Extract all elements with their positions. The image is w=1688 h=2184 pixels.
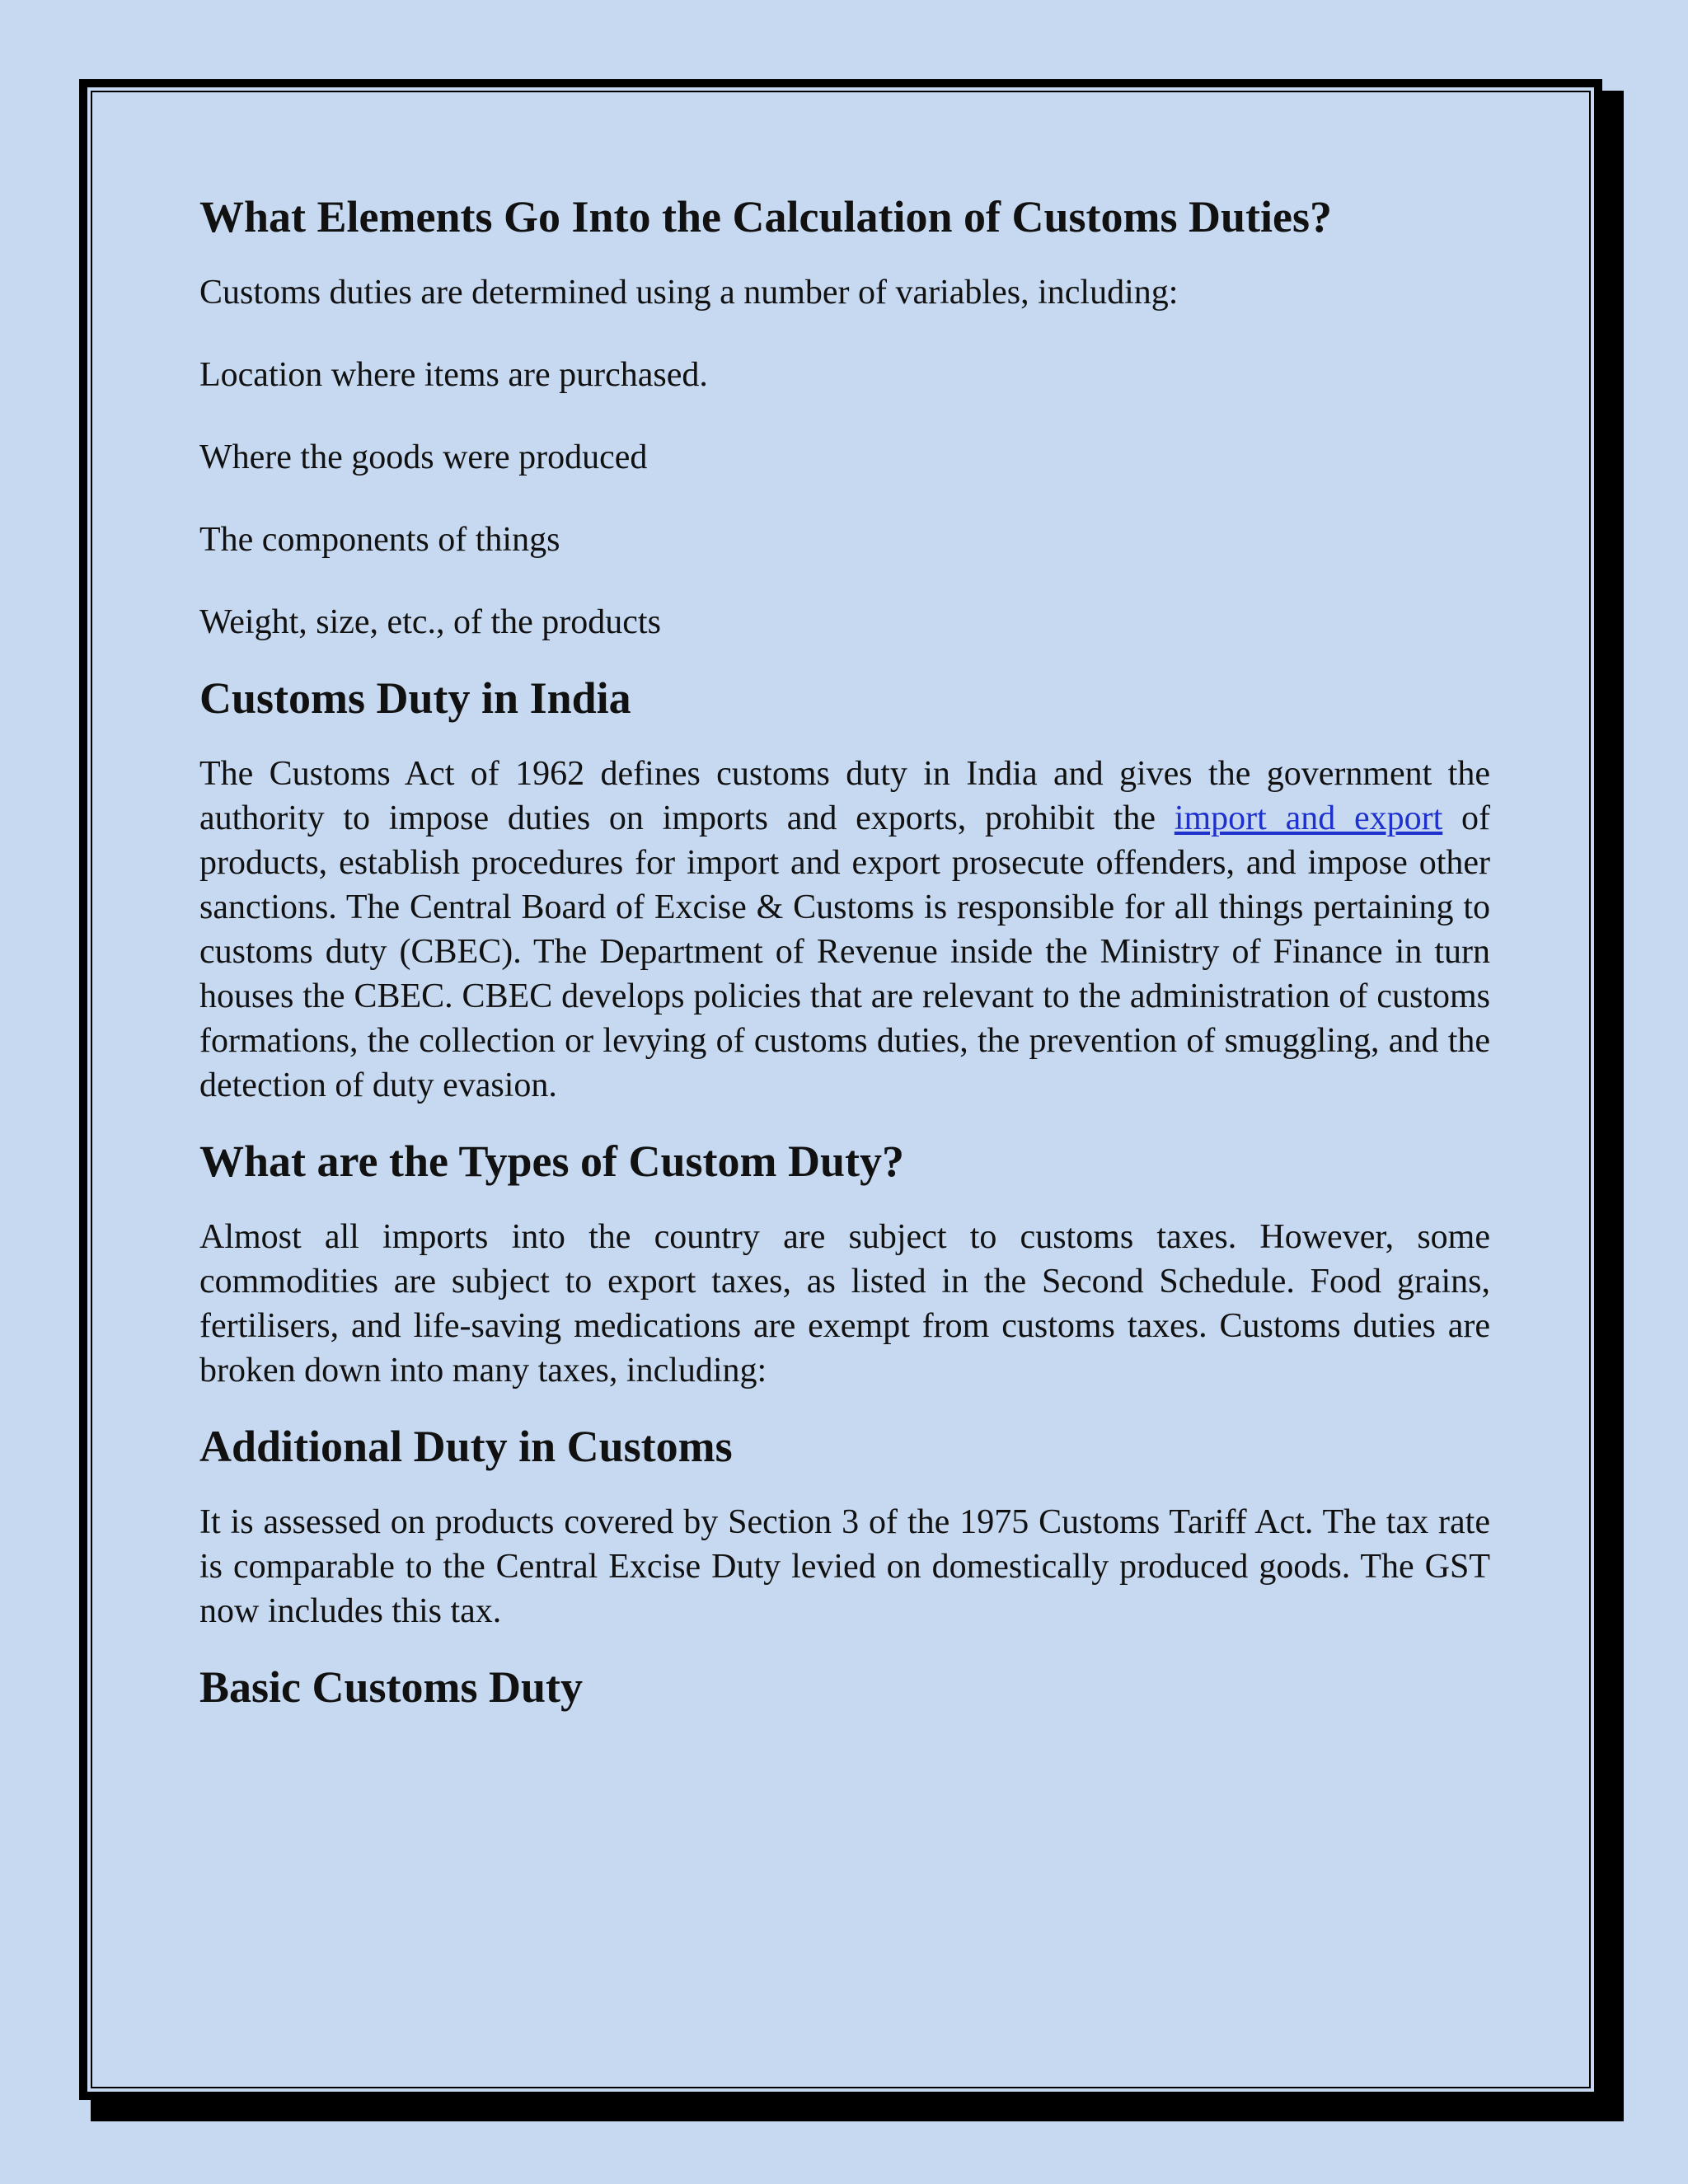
import-export-link[interactable]: import and export	[1174, 799, 1443, 838]
heading-types-custom-duty: What are the Types of Custom Duty?	[199, 1137, 905, 1187]
list-item: Where the goods were produced	[199, 438, 648, 477]
heading-calculation-elements: What Elements Go Into the Calculation of Customs Duties?	[199, 192, 1333, 241]
paragraph-text: of products, establish procedures for import and export prosecute offenders, and impose other sanctions. The Central Board of Excise & Customs is responsible for all things pertaining to customs duty (CBEC). The Department of Revenue inside the Ministry of Finance in turn houses the CBEC. CBEC develops policies that are relevant to the administration of customs formations, the collection or levying of customs duties, the prevention of smuggling, and the detection of duty evasion.	[199, 799, 1490, 1105]
list-item: Location where items are purchased.	[199, 356, 708, 395]
heading-basic-customs-duty: Basic Customs Duty	[199, 1662, 584, 1713]
paragraph-text: The Customs Act of 1962 defines customs duty in India and gives the government the authority to impose duties on imports and exports, prohibit the	[199, 755, 1490, 838]
document-content	[199, 191, 1490, 1713]
list-item: The components of things	[199, 521, 560, 560]
additional-duty-paragraph: It is assessed on products covered by Section 3 of the 1975 Customs Tariff Act. The tax rate is comparable to the Central Excise Duty levied on domestically produced goods. The GST now includes this tax.	[199, 1503, 1490, 1631]
list-item: Weight, size, etc., of the products	[199, 603, 661, 642]
heading-additional-duty: Additional Duty in Customs	[199, 1422, 733, 1472]
customs-duty-india-paragraph	[199, 752, 1490, 1108]
intro-paragraph: Customs duties are determined using a number of variables, including:	[199, 274, 1179, 312]
types-custom-duty-paragraph: Almost all imports into the country are subject to customs taxes. However, some commodities are subject to export taxes, as listed in the Second Schedule. Food grains, fertilisers, and life-saving medications are exempt from customs taxes. Customs duties are broken down into many taxes, including:	[199, 1218, 1490, 1390]
heading-customs-duty-india: Customs Duty in India	[199, 673, 631, 724]
